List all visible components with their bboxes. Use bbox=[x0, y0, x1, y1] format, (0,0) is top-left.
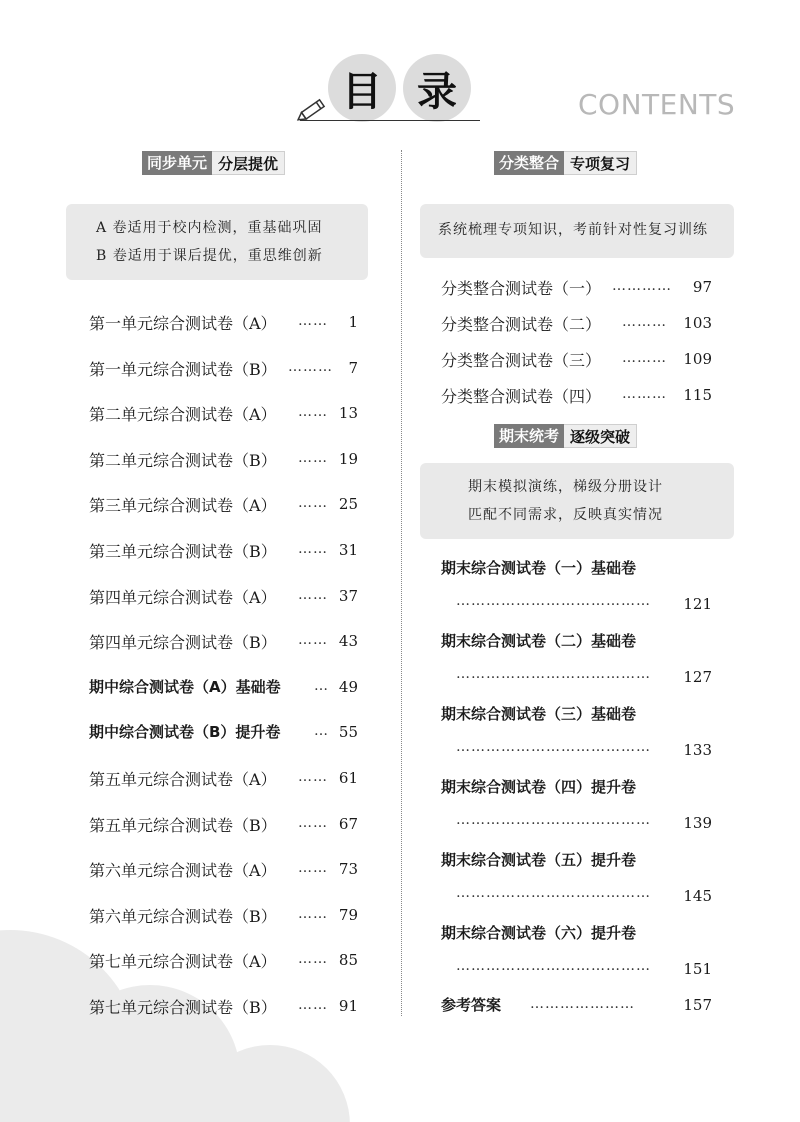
toc-entry-title: 期末综合测试卷（三）基础卷 bbox=[441, 705, 637, 723]
toc-entry-page: 73 bbox=[338, 860, 358, 879]
contents-label: CONTENTS bbox=[578, 88, 736, 121]
toc-entry-dots: ………………………………… bbox=[456, 885, 651, 901]
toc-entry-title: 分类整合测试卷（一） bbox=[441, 279, 602, 298]
info-line: B 卷适用于课后提优，重思维创新 bbox=[96, 248, 323, 264]
toc-entry-title: 第七单元综合测试卷（B） bbox=[89, 998, 277, 1017]
toc-entry-page: 31 bbox=[338, 541, 358, 559]
section-header-final bbox=[494, 424, 637, 448]
toc-entry-dots: …… bbox=[298, 951, 328, 968]
toc-entry-dots: ……… bbox=[622, 386, 667, 402]
toc-entry-title: 第五单元综合测试卷（A） bbox=[89, 770, 277, 789]
toc-entry-title[interactable]: 参考答案 bbox=[441, 996, 502, 1014]
toc-entry-title: 期末综合测试卷（五）提升卷 bbox=[441, 851, 637, 869]
info-line: 系统梳理专项知识，考前针对性复习训练 bbox=[438, 222, 708, 238]
toc-entry-dots: … bbox=[314, 677, 329, 694]
toc-entry-dots: ………………………………… bbox=[456, 812, 651, 828]
toc-entry-page: 67 bbox=[338, 814, 358, 833]
toc-entry-title: 期末综合测试卷（一）基础卷 bbox=[441, 559, 637, 577]
toc-entry-page: 37 bbox=[338, 586, 358, 605]
toc-entry-title: 第六单元综合测试卷（B） bbox=[89, 906, 277, 926]
toc-entry-page: 91 bbox=[338, 997, 358, 1015]
toc-entry-dots: ………………………………… bbox=[456, 666, 651, 682]
toc-entry-dots: …… bbox=[298, 997, 328, 1013]
toc-entry-title: 分类整合测试卷（四） bbox=[441, 387, 602, 406]
toc-entry-dots: …… bbox=[298, 541, 328, 557]
section-subtitle: 专项复习 bbox=[564, 151, 637, 175]
info-box-category bbox=[420, 204, 734, 258]
toc-entry-title: 第五单元综合测试卷（B） bbox=[89, 815, 277, 835]
toc-entry-page: 55 bbox=[338, 723, 358, 742]
toc-entry-dots: ………………………………… bbox=[456, 593, 651, 609]
toc-entry-title: 期末综合测试卷（四）提升卷 bbox=[441, 778, 637, 796]
toc-entry-page: 7 bbox=[348, 358, 358, 377]
toc-entry-dots: …… bbox=[298, 404, 328, 421]
toc-entry-dots: …… bbox=[298, 495, 328, 512]
toc-entry-page: 145 bbox=[683, 887, 712, 905]
info-line: A 卷适用于校内检测，重基础巩固 bbox=[96, 220, 323, 236]
toc-entry-page: 43 bbox=[338, 632, 358, 651]
toc-entry-page: 79 bbox=[338, 905, 358, 924]
toc-entry-title: 第二单元综合测试卷（A） bbox=[89, 405, 277, 425]
toc-entry-title: 期末综合测试卷（六）提升卷 bbox=[441, 924, 637, 942]
toc-entry-title: 第四单元综合测试卷（B） bbox=[89, 633, 277, 653]
toc-entry-dots: ……… bbox=[288, 358, 333, 375]
toc-entry-page: 97 bbox=[692, 278, 712, 296]
toc-entry-title: 第三单元综合测试卷（B） bbox=[89, 542, 277, 561]
toc-entry-page: 85 bbox=[338, 951, 358, 970]
toc-entry-page: 115 bbox=[683, 386, 712, 404]
toc-entry-dots: …… bbox=[298, 860, 328, 877]
info-box-final bbox=[420, 463, 734, 539]
toc-entry-dots: ………………………………… bbox=[456, 958, 651, 974]
toc-entry-title: 期中综合测试卷（A）基础卷 bbox=[89, 677, 281, 696]
toc-entry-dots: …… bbox=[298, 905, 328, 922]
info-box-sync-units bbox=[66, 204, 368, 280]
toc-entry-title: 第七单元综合测试卷（A） bbox=[89, 952, 277, 972]
toc-entry-dots: …… bbox=[298, 449, 328, 466]
toc-entry-page: 151 bbox=[683, 960, 712, 978]
toc-entry-dots: ………… bbox=[612, 278, 672, 294]
toc-entry-dots: ………………… bbox=[530, 996, 635, 1012]
toc-entry-dots: …… bbox=[298, 586, 328, 603]
toc-entry-page: 13 bbox=[338, 404, 358, 423]
toc-entry-page: 19 bbox=[338, 449, 358, 468]
toc-entry-dots: … bbox=[314, 723, 329, 740]
section-subtitle: 分层提优 bbox=[212, 151, 285, 175]
toc-entry-title: 第四单元综合测试卷（A） bbox=[89, 587, 277, 607]
toc-entry-dots: ……… bbox=[622, 314, 667, 330]
title-underline bbox=[300, 120, 480, 121]
section-tag: 同步单元 bbox=[142, 151, 212, 175]
toc-entry-page: 25 bbox=[338, 495, 358, 514]
section-tag: 分类整合 bbox=[494, 151, 564, 175]
toc-entry-title: 分类整合测试卷（二） bbox=[441, 315, 602, 334]
toc-entry-dots: …… bbox=[298, 632, 328, 649]
toc-entry-title: 期末综合测试卷（二）基础卷 bbox=[441, 632, 637, 650]
toc-entry-page: 49 bbox=[338, 677, 358, 696]
section-header-sync-units bbox=[142, 151, 285, 175]
toc-entry-dots: …… bbox=[298, 814, 328, 831]
section-tag: 期末统考 bbox=[494, 424, 564, 448]
toc-entry-dots: …… bbox=[298, 313, 328, 329]
toc-entry-title: 第一单元综合测试卷（B） bbox=[89, 359, 277, 379]
toc-entry-page: 121 bbox=[683, 595, 712, 613]
toc-entry-page: 127 bbox=[683, 668, 712, 686]
page-title-char: 录 bbox=[403, 54, 471, 122]
toc-entry-title: 第三单元综合测试卷（A） bbox=[89, 496, 277, 516]
toc-entry-dots: ……… bbox=[622, 350, 667, 366]
toc-entry-dots: ………………………………… bbox=[456, 739, 651, 755]
toc-entry-page: 157 bbox=[683, 996, 712, 1014]
toc-entry-page: 61 bbox=[338, 769, 358, 787]
column-divider bbox=[401, 150, 402, 1016]
toc-entry-page: 139 bbox=[683, 814, 712, 832]
toc-entry-title: 第六单元综合测试卷（A） bbox=[89, 861, 277, 881]
toc-entry-title: 第一单元综合测试卷（A） bbox=[89, 314, 277, 333]
toc-entry-page: 103 bbox=[683, 314, 712, 332]
section-subtitle: 逐级突破 bbox=[564, 424, 637, 448]
toc-entry-title: 第二单元综合测试卷（B） bbox=[89, 450, 277, 470]
toc-entry-title: 期中综合测试卷（B）提升卷 bbox=[89, 723, 281, 742]
info-line: 期末模拟演练，梯级分册设计 bbox=[468, 479, 663, 495]
page-title-char: 目 bbox=[328, 54, 396, 122]
section-header-category bbox=[494, 151, 637, 175]
toc-entry-page: 133 bbox=[683, 741, 712, 759]
toc-entry-page: 109 bbox=[683, 350, 712, 368]
toc-entry-page: 1 bbox=[348, 313, 358, 331]
toc-entry-dots: …… bbox=[298, 769, 328, 785]
toc-entry-title: 分类整合测试卷（三） bbox=[441, 351, 602, 370]
info-line: 匹配不同需求，反映真实情况 bbox=[468, 507, 663, 523]
